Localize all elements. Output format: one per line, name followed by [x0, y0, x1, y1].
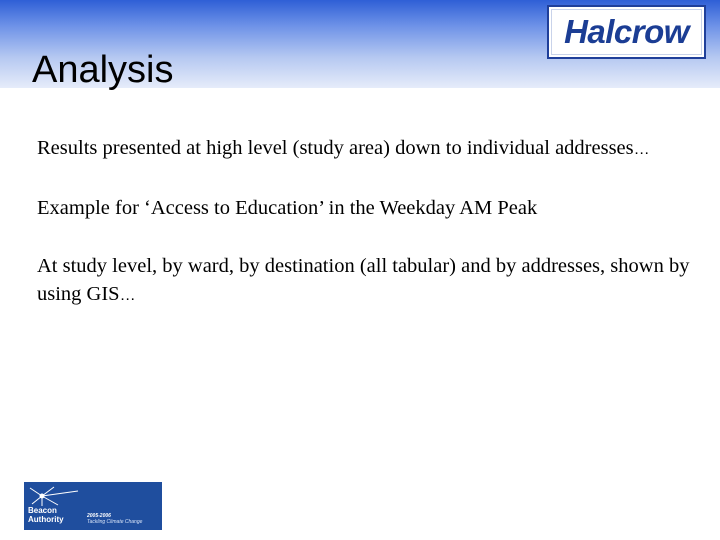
beacon-star-icon [28, 485, 80, 507]
paragraph-1-text: Results presented at high level (study area) down to individual addresses [37, 137, 634, 159]
body-paragraph-1 [37, 134, 712, 164]
paragraph-1-ellipsis: … [633, 141, 651, 158]
paragraph-3-text: At study level, by ward, by destination (all tabular) and by addresses, shown by using GIS [37, 255, 690, 305]
beacon-authority-logo [24, 482, 162, 530]
halcrow-logo [547, 5, 706, 59]
halcrow-logo-text: Halcrow [564, 13, 689, 50]
paragraph-2-text: Example for ‘Access to Education’ in the Weekday AM Peak [37, 197, 538, 219]
slide-title: Analysis [32, 49, 174, 91]
beacon-name: Beacon Authority [28, 506, 64, 524]
body-paragraph-2 [37, 194, 712, 222]
body-paragraph-3 [37, 252, 712, 310]
slide-body [37, 134, 712, 340]
beacon-years: 2005-2006 [87, 513, 111, 519]
paragraph-3-ellipsis: … [119, 287, 137, 304]
beacon-tagline: Tackling Climate Change [87, 519, 143, 525]
halcrow-logo-frame [551, 9, 702, 55]
